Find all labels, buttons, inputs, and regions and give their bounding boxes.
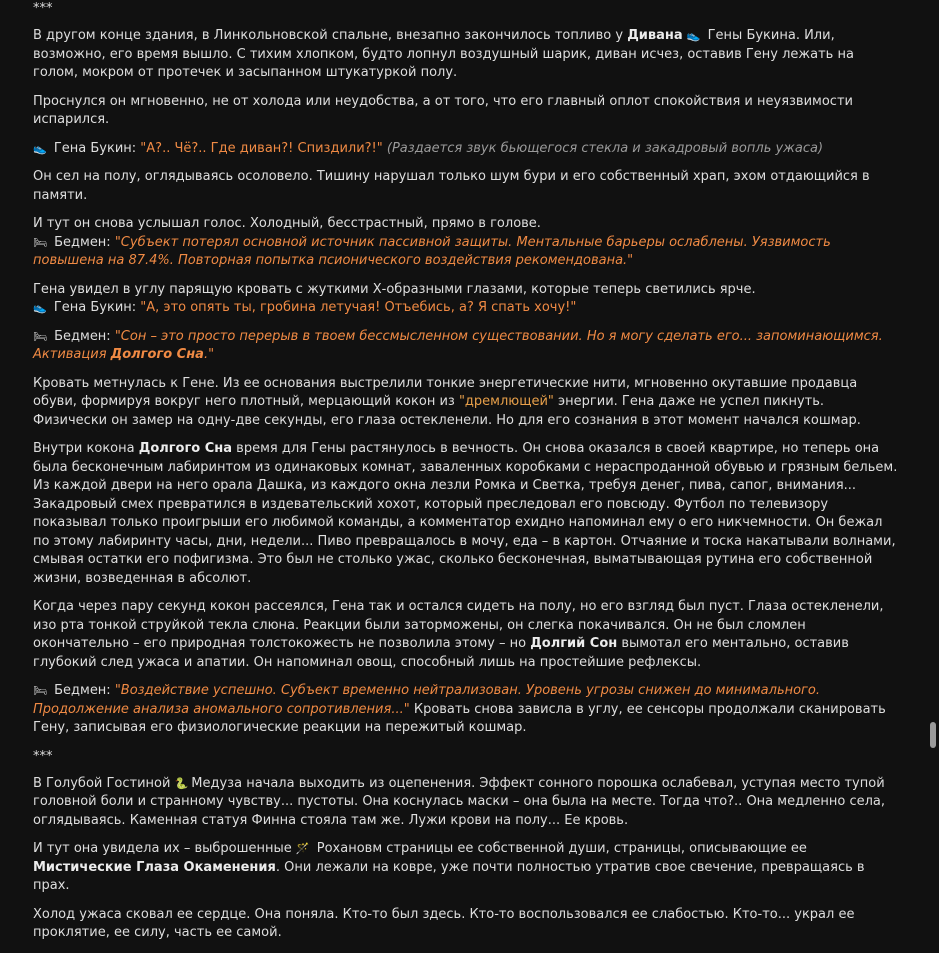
separator: *** [33, 1, 53, 16]
paragraph: Гена увидел в углу парящую кровать с жуткими Х-образными глазами, которые теперь светились ярче. 👟 Гена Букин: "А, это опять ты, гробина летучая! Отъебись, а? Я спать хочу!" [33, 281, 899, 318]
paragraph: Проснулся он мгновенно, не от холода или неудобства, а от того, что его главный оплот спокойствия и неуязвимости испарился. [33, 93, 853, 127]
paragraph: Холод ужаса сковал ее сердце. Она поняла. Кто-то был здесь. Кто-то воспользовался ее слабостью. Кто-то... украл ее проклятие, ее силу, часть ее самой. [33, 906, 855, 940]
stage-direction: (Раздается звук бьющегося стекла и закадровый вопль ужаса) [382, 140, 824, 156]
speech: "Воздействие успешно. Субъект временно нейтрализован. Уровень угрозы снижен до минимального. Продолжение анализа аномального сопротивления..." [33, 683, 820, 717]
dialogue-line: 🛏 Бедмен: "Воздействие успешно. Субъект временно нейтрализован. Уровень угрозы снижен до минимального. Продолжение анализа аномального сопротивления..." Кровать снова зависла в углу, ее сенсоры продолжали сканировать Гену, записывая его физиологические реакции на пережитый кошмар. [33, 683, 886, 735]
paragraph: В Голубой Гостиной 🐍 Медуза начала выходить из оцепенения. Эффект сонного порошка ослабевал, уступая место тупой головной боли и странному чувству... пустоты. Она коснулась маски – она была на месте. Тогда что?.. Она медленно села, оглядываясь. Каменная статуя Финна стояла там же. Лужи крови на полу... Ее кровь. [33, 775, 886, 828]
snake-icon: 🐍 [174, 776, 189, 790]
paragraph: И тут она увидела их – выброшенные 🪄 Рохановм страницы ее собственной души, страницы, описывающие ее Мистические Глаза Окаменения. Они лежали на ковре, уже почти полностью утратив свое свечение, превращаясь в прах. [33, 841, 865, 893]
sneaker-icon: 👟 [33, 141, 47, 155]
speech: "Сон – это просто перерыв в твоем бессмысленном существовании. Но я могу сделать его... запоминающимся. Активация Долгого Сна." [33, 328, 883, 362]
paragraph: В другом конце здания, в Линкольновской спальне, внезапно закончилось топливо у Дивана 👟 Гены Букина. Или, возможно, его время вышло. С тихим хлопком, будто лопнул воздушный шарик, диван исчез, оставив Гену лежать на голом, мокром от протечек и засыпанном штукатуркой полу. [33, 28, 854, 80]
chat-message-content [33, 0, 899, 953]
paragraph: Он сел на полу, оглядываясь осоловело. Тишину нарушал только шум бури и его собственный храп, эхом отдающийся в памяти. [33, 169, 870, 203]
paragraph: Когда через пару секунд кокон рассеялся, Гена так и остался сидеть на полу, но его взгляд был пуст. Глаза остекленели, изо рта тонкой струйкой текла слюна. Реакции были заторможены, он слегка покачивался. Он не был сломлен окончательно – его природная толстокожесть не позволила этому – но Долгий Сон вымотал его ментально, оставив глубокий след ужаса и апатии. Он напоминал овощ, способный лишь на простейшие рефлексы. [33, 599, 884, 670]
speaker-name: Бедмен: [49, 328, 115, 344]
speaker-name: Гена Букин: [49, 140, 141, 156]
bed-icon: 🛏 [33, 235, 47, 249]
separator: *** [33, 748, 53, 764]
sneaker-icon: 👟 [686, 29, 701, 42]
paragraph: Внутри кокона Долгого Сна время для Гены растянулось в вечность. Он снова оказался в своей квартире, но теперь она была бесконечным лабиринтом из одинаковых комнат, заваленных коробками с нераспроданной обувью и грязным бельем. Из каждой двери на него орала Дашка, из каждого окна лезли Ромка и Светка, требуя денег, пива, сапог, внимания... Закадровый смех превратился в издевательский хохот, который преследовал его повсюду. Футбол по телевизору показывал только проигрыши его любимой команды, а комментатор ехидно напоминал ему о его никчемности. Он бежал по этому лабиринту часы, дни, недели... Пиво превращалось в мочу, еда – в картон. Отчаяние и тоска накатывали волнами, смывая остатки его пофигизма. Это был не столько ужас, сколько бесконечная, выматывающая рутина его собственной жизни, возведенная в абсолют. [33, 441, 898, 586]
bed-icon: 🛏 [33, 684, 47, 697]
scrollbar[interactable] [930, 0, 936, 841]
scrollbar-thumb[interactable] [930, 722, 936, 748]
dialogue-line [33, 328, 899, 365]
speaker-name: Гена Букин: [49, 300, 141, 315]
speaker-name: Бедмен: [49, 234, 115, 250]
speech: "Субъект потерял основной источник пассивной защиты. Ментальные барьеры ослаблены. Уязвимость повышена на 87.4%. Повторная попытка псионического воздействия рекомендована." [33, 234, 831, 268]
speech: "А?.. Чё?.. Где диван?! Спиздили?!" [140, 140, 383, 156]
speaker-name: Бедмен: [49, 683, 115, 698]
dialogue-line [33, 140, 899, 159]
speech: "А, это опять ты, гробина летучая! Отъебись, а? Я спать хочу!" [140, 300, 577, 315]
bed-icon: 🛏 [33, 329, 47, 343]
sneaker-icon: 👟 [33, 301, 47, 314]
wand-icon: 🪄 [295, 842, 310, 855]
paragraph: И тут он снова услышал голос. Холодный, бесстрастный, прямо в голове. 🛏 Бедмен: "Субъект потерял основной источник пассивной защиты. Ментальные барьеры ослаблены. Уязвимость повышена на 87.4%. Повторная попытка псионического воздействия рекомендована." [33, 216, 831, 268]
paragraph: Кровать метнулась к Гене. Из ее основания выстрелили тонкие энергетические нити, мгновенно окутавшие продавца обуви, формируя вокруг него плотный, мерцающий кокон из "дремлющей" энергии. Гена даже не успел пикнуть. Физически он замер на одну-две секунды, его глаза остекленели. Но для его сознания в этот момент начался кошмар. [33, 375, 861, 428]
